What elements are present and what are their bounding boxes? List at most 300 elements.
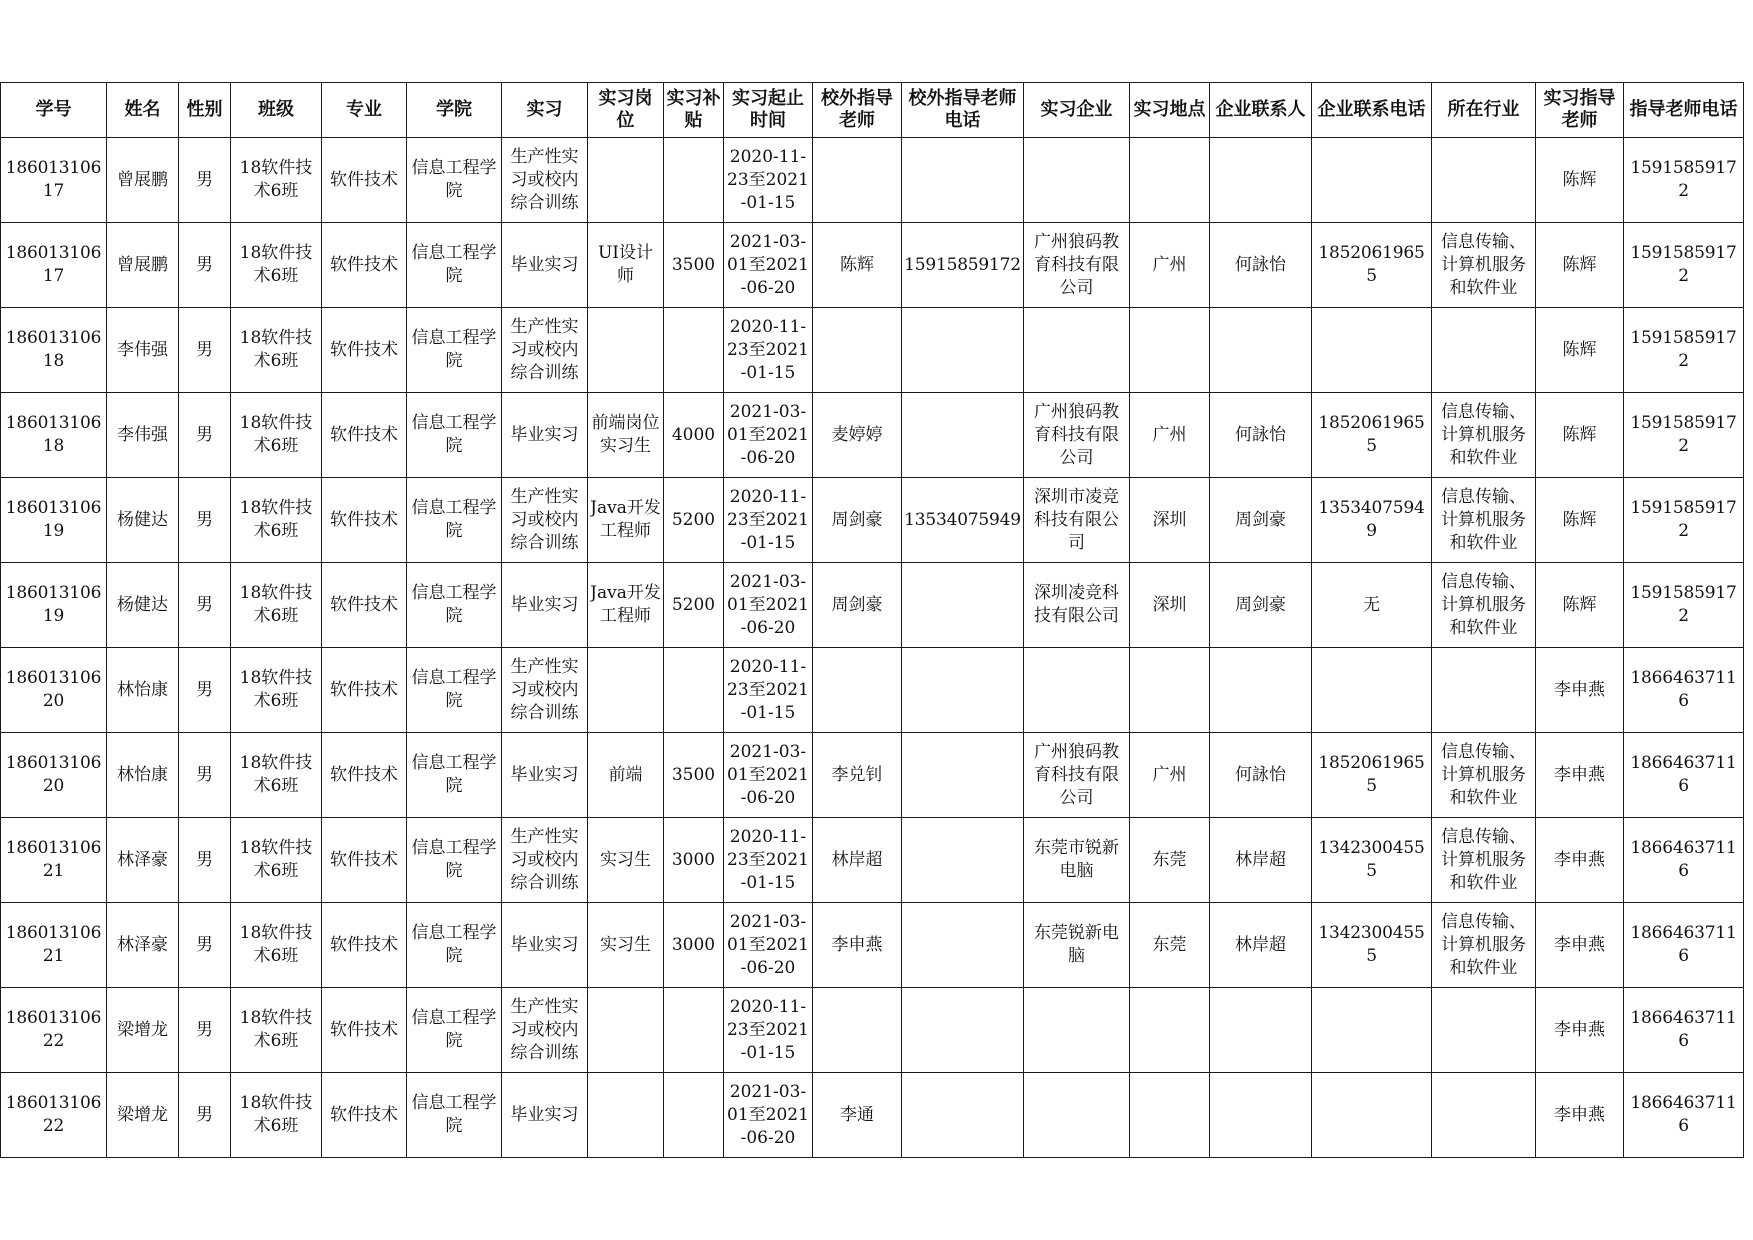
cell-text: 实习生 [600, 849, 651, 870]
cell-text: 13534075949 [1318, 498, 1425, 541]
cell-text: 5200 [671, 594, 716, 615]
cell-text: 18664637116 [1630, 923, 1737, 966]
cell-text: 2020-11-23至2021-01-15 [727, 826, 809, 893]
cell-company-phone [1312, 563, 1432, 648]
cell-external-mentor [813, 988, 902, 1073]
cell-supervisor [1536, 733, 1624, 818]
cell-location [1130, 988, 1210, 1073]
cell-gender [179, 138, 231, 223]
cell-supervisor [1536, 988, 1624, 1073]
cell-major [322, 223, 407, 308]
cell-text: 男 [196, 934, 213, 955]
cell-period [724, 223, 813, 308]
cell-text: 18520619655 [1318, 413, 1425, 456]
cell-text: 15915859172 [904, 254, 1021, 275]
cell-text: 实习生 [600, 934, 651, 955]
cell-text: 林岸超 [831, 849, 883, 870]
table-row [1, 393, 1744, 478]
cell-position [588, 223, 664, 308]
cell-company-contact [1210, 1073, 1312, 1158]
cell-internship [502, 648, 588, 733]
cell-text: 周剑豪 [1235, 509, 1286, 530]
cell-text: 梁增龙 [117, 1019, 168, 1040]
cell-subsidy [664, 223, 724, 308]
cell-text: 18软件技术6班 [239, 1093, 313, 1136]
cell-text: 2021-03-01至2021-06-20 [727, 571, 809, 638]
cell-subsidy [664, 478, 724, 563]
cell-college [407, 308, 502, 393]
col-header-company: 实习企业 [1024, 83, 1130, 138]
cell-text: 无 [1363, 594, 1380, 615]
cell-text: 李申燕 [1554, 764, 1605, 785]
cell-text: 15915859172 [1630, 328, 1737, 371]
cell-text: 广州 [1152, 254, 1187, 275]
cell-text: 男 [196, 1019, 213, 1040]
cell-text: 3000 [671, 934, 716, 955]
cell-text: 信息工程学院 [411, 1093, 497, 1136]
cell-name [107, 988, 179, 1073]
cell-text: 18664637116 [1630, 753, 1737, 796]
cell-student-id [1, 308, 107, 393]
cell-text: 生产性实习或校内综合训练 [510, 486, 579, 553]
cell-text: 5200 [671, 509, 716, 530]
cell-supervisor-phone [1624, 478, 1744, 563]
cell-location [1130, 393, 1210, 478]
cell-text: 18601310621 [5, 838, 102, 881]
cell-text: 信息传输、计算机服务和软件业 [1441, 741, 1526, 808]
cell-major [322, 1073, 407, 1158]
cell-class [231, 223, 322, 308]
cell-text: UI设计师 [597, 243, 654, 286]
cell-text: 信息传输、计算机服务和软件业 [1441, 911, 1526, 978]
cell-text: 13423004555 [1318, 923, 1425, 966]
cell-text: 深圳 [1152, 509, 1187, 530]
cell-text: Java开发工程师 [590, 498, 661, 541]
cell-supervisor [1536, 1073, 1624, 1158]
cell-college [407, 818, 502, 903]
cell-text: 18664637116 [1630, 1093, 1737, 1136]
cell-major [322, 138, 407, 223]
cell-location [1130, 478, 1210, 563]
cell-position [588, 733, 664, 818]
cell-company-contact [1210, 393, 1312, 478]
cell-text: 2020-11-23至2021-01-15 [727, 656, 809, 723]
cell-text: 18软件技术6班 [239, 838, 313, 881]
cell-text: 周剑豪 [1235, 594, 1286, 615]
cell-text: 18601310619 [5, 583, 102, 626]
cell-text: 男 [196, 424, 213, 445]
cell-company [1024, 223, 1130, 308]
cell-name [107, 903, 179, 988]
cell-position [588, 1073, 664, 1158]
cell-company-contact [1210, 733, 1312, 818]
cell-text: 信息工程学院 [411, 838, 497, 881]
cell-text: 生产性实习或校内综合训练 [510, 316, 579, 383]
cell-company-phone [1312, 818, 1432, 903]
cell-internship [502, 903, 588, 988]
cell-student-id [1, 733, 107, 818]
cell-text: 15915859172 [1630, 243, 1737, 286]
cell-industry [1432, 648, 1536, 733]
cell-company [1024, 1073, 1130, 1158]
cell-text: 生产性实习或校内综合训练 [510, 826, 579, 893]
cell-text: 广州 [1152, 764, 1187, 785]
cell-text: 李申燕 [831, 934, 883, 955]
cell-company-phone [1312, 138, 1432, 223]
cell-company-phone [1312, 648, 1432, 733]
cell-major [322, 478, 407, 563]
cell-company-contact [1210, 648, 1312, 733]
col-header-supervisor-phone: 指导老师电话 [1624, 83, 1744, 138]
cell-industry [1432, 988, 1536, 1073]
cell-text: 18601310622 [5, 1008, 102, 1051]
cell-text: 2020-11-23至2021-01-15 [727, 316, 809, 383]
cell-external-mentor-phone [902, 308, 1024, 393]
cell-name [107, 223, 179, 308]
cell-text: 2020-11-23至2021-01-15 [727, 146, 809, 213]
cell-external-mentor [813, 223, 902, 308]
cell-industry [1432, 818, 1536, 903]
cell-text: 生产性实习或校内综合训练 [510, 146, 579, 213]
cell-supervisor-phone [1624, 223, 1744, 308]
table-row [1, 308, 1744, 393]
cell-text: 18601310617 [5, 158, 102, 201]
cell-text: 15915859172 [1630, 498, 1737, 541]
cell-text: 毕业实习 [510, 594, 579, 615]
cell-position [588, 138, 664, 223]
table-row [1, 648, 1744, 733]
col-header-external-mentor-phone: 校外指导老师电话 [902, 83, 1024, 138]
cell-position [588, 818, 664, 903]
cell-text: 18601310618 [5, 413, 102, 456]
cell-external-mentor [813, 733, 902, 818]
cell-text: 18664637116 [1630, 1008, 1737, 1051]
cell-supervisor-phone [1624, 988, 1744, 1073]
cell-text: 信息工程学院 [411, 243, 497, 286]
cell-text: 软件技术 [330, 849, 398, 870]
cell-college [407, 988, 502, 1073]
cell-text: 2021-03-01至2021-06-20 [727, 911, 809, 978]
cell-period [724, 563, 813, 648]
cell-text: 3000 [671, 849, 716, 870]
cell-gender [179, 393, 231, 478]
cell-student-id [1, 138, 107, 223]
cell-company-contact [1210, 818, 1312, 903]
cell-text: 2021-03-01至2021-06-20 [727, 401, 809, 468]
cell-external-mentor [813, 648, 902, 733]
cell-text: 信息传输、计算机服务和软件业 [1441, 401, 1526, 468]
cell-internship [502, 393, 588, 478]
cell-supervisor-phone [1624, 308, 1744, 393]
cell-text: 信息工程学院 [411, 1008, 497, 1051]
cell-external-mentor [813, 138, 902, 223]
cell-text: 男 [196, 339, 213, 360]
cell-college [407, 903, 502, 988]
cell-text: 广州狼码教育科技有限公司 [1034, 741, 1119, 808]
cell-text: 18520619655 [1318, 753, 1425, 796]
cell-college [407, 733, 502, 818]
cell-text: 18软件技术6班 [239, 923, 313, 966]
cell-text: 东莞市锐新电脑 [1034, 838, 1119, 881]
cell-name [107, 563, 179, 648]
cell-external-mentor [813, 1073, 902, 1158]
cell-subsidy [664, 563, 724, 648]
cell-gender [179, 818, 231, 903]
cell-major [322, 308, 407, 393]
cell-company-phone [1312, 478, 1432, 563]
cell-company-phone [1312, 733, 1432, 818]
cell-class [231, 563, 322, 648]
cell-text: 男 [196, 509, 213, 530]
cell-text: 周剑豪 [831, 509, 883, 530]
cell-external-mentor [813, 903, 902, 988]
cell-text: 18664637116 [1630, 668, 1737, 711]
cell-text: 软件技术 [330, 339, 398, 360]
cell-text: 18601310620 [5, 668, 102, 711]
col-header-internship: 实习 [502, 83, 588, 138]
cell-text: 麦婷婷 [831, 424, 883, 445]
cell-name [107, 138, 179, 223]
cell-text: 18软件技术6班 [239, 583, 313, 626]
cell-text: 信息工程学院 [411, 328, 497, 371]
cell-major [322, 393, 407, 478]
cell-text: 18软件技术6班 [239, 328, 313, 371]
cell-internship [502, 223, 588, 308]
col-header-major: 专业 [322, 83, 407, 138]
cell-external-mentor-phone [902, 648, 1024, 733]
cell-subsidy [664, 648, 724, 733]
cell-student-id [1, 988, 107, 1073]
cell-text: 广州 [1152, 424, 1187, 445]
cell-text: 李通 [840, 1104, 874, 1125]
col-header-company-phone: 企业联系电话 [1312, 83, 1432, 138]
cell-class [231, 988, 322, 1073]
cell-supervisor-phone [1624, 648, 1744, 733]
cell-text: 信息工程学院 [411, 668, 497, 711]
cell-text: 曾展鹏 [117, 169, 168, 190]
cell-company [1024, 818, 1130, 903]
cell-text: 2020-11-23至2021-01-15 [727, 996, 809, 1063]
cell-industry [1432, 733, 1536, 818]
cell-text: 18软件技术6班 [239, 668, 313, 711]
cell-supervisor-phone [1624, 138, 1744, 223]
cell-supervisor [1536, 563, 1624, 648]
cell-text: 15915859172 [1630, 413, 1737, 456]
cell-text: 软件技术 [330, 254, 398, 275]
cell-college [407, 563, 502, 648]
cell-text: Java开发工程师 [590, 583, 661, 626]
table-row [1, 733, 1744, 818]
cell-location [1130, 223, 1210, 308]
cell-company-phone [1312, 393, 1432, 478]
cell-text: 信息工程学院 [411, 498, 497, 541]
cell-period [724, 393, 813, 478]
cell-text: 广州狼码教育科技有限公司 [1034, 231, 1119, 298]
cell-text: 毕业实习 [510, 934, 579, 955]
cell-subsidy [664, 393, 724, 478]
cell-text: 3500 [671, 254, 716, 275]
table-row [1, 988, 1744, 1073]
cell-supervisor-phone [1624, 733, 1744, 818]
cell-text: 男 [196, 594, 213, 615]
cell-text: 信息工程学院 [411, 753, 497, 796]
cell-internship [502, 818, 588, 903]
cell-class [231, 648, 322, 733]
cell-text: 信息工程学院 [411, 158, 497, 201]
cell-gender [179, 648, 231, 733]
cell-location [1130, 1073, 1210, 1158]
cell-text: 18520619655 [1318, 243, 1425, 286]
cell-text: 李申燕 [1554, 934, 1605, 955]
cell-text: 前端岗位实习生 [591, 413, 660, 456]
cell-company-contact [1210, 563, 1312, 648]
cell-text: 18601310621 [5, 923, 102, 966]
cell-external-mentor-phone [902, 478, 1024, 563]
cell-major [322, 648, 407, 733]
cell-position [588, 988, 664, 1073]
cell-text: 2020-11-23至2021-01-15 [727, 486, 809, 553]
cell-gender [179, 223, 231, 308]
table-row [1, 223, 1744, 308]
cell-company-phone [1312, 988, 1432, 1073]
cell-supervisor [1536, 818, 1624, 903]
cell-text: 林怡康 [117, 764, 168, 785]
cell-company [1024, 138, 1130, 223]
internship-table [0, 82, 1744, 1158]
cell-text: 陈辉 [1562, 169, 1597, 190]
table-row [1, 138, 1744, 223]
col-header-external-mentor: 校外指导老师 [813, 83, 902, 138]
cell-class [231, 308, 322, 393]
cell-position [588, 478, 664, 563]
cell-text: 毕业实习 [510, 254, 579, 275]
cell-class [231, 1073, 322, 1158]
cell-text: 生产性实习或校内综合训练 [510, 996, 579, 1063]
cell-text: 何詠怡 [1235, 764, 1286, 785]
cell-text: 林岸超 [1235, 849, 1286, 870]
cell-location [1130, 308, 1210, 393]
cell-supervisor [1536, 648, 1624, 733]
cell-gender [179, 1073, 231, 1158]
cell-student-id [1, 1073, 107, 1158]
cell-company [1024, 733, 1130, 818]
cell-text: 信息传输、计算机服务和软件业 [1441, 231, 1526, 298]
cell-name [107, 733, 179, 818]
cell-text: 15915859172 [1630, 583, 1737, 626]
cell-location [1130, 648, 1210, 733]
cell-name [107, 393, 179, 478]
table-body [1, 138, 1744, 1158]
cell-college [407, 393, 502, 478]
cell-period [724, 988, 813, 1073]
cell-period [724, 648, 813, 733]
cell-text: 林泽豪 [117, 849, 168, 870]
cell-text: 18软件技术6班 [239, 243, 313, 286]
cell-period [724, 733, 813, 818]
cell-text: 18软件技术6班 [239, 1008, 313, 1051]
cell-text: 男 [196, 1104, 213, 1125]
cell-major [322, 733, 407, 818]
cell-external-mentor-phone [902, 1073, 1024, 1158]
cell-company [1024, 393, 1130, 478]
cell-company-phone [1312, 1073, 1432, 1158]
cell-text: 毕业实习 [510, 1104, 579, 1125]
cell-text: 陈辉 [1562, 424, 1597, 445]
cell-name [107, 1073, 179, 1158]
cell-text: 曾展鹏 [117, 254, 168, 275]
cell-gender [179, 903, 231, 988]
cell-college [407, 648, 502, 733]
cell-text: 软件技术 [330, 424, 398, 445]
cell-college [407, 478, 502, 563]
col-header-student-id: 学号 [1, 83, 107, 138]
cell-subsidy [664, 903, 724, 988]
col-header-location: 实习地点 [1130, 83, 1210, 138]
cell-text: 15915859172 [1630, 158, 1737, 201]
cell-text: 陈辉 [1562, 339, 1597, 360]
cell-external-mentor-phone [902, 393, 1024, 478]
cell-class [231, 818, 322, 903]
cell-external-mentor [813, 308, 902, 393]
cell-supervisor-phone [1624, 393, 1744, 478]
cell-company-contact [1210, 988, 1312, 1073]
table-row [1, 818, 1744, 903]
cell-student-id [1, 393, 107, 478]
cell-major [322, 563, 407, 648]
cell-company-phone [1312, 223, 1432, 308]
cell-class [231, 733, 322, 818]
cell-location [1130, 563, 1210, 648]
cell-subsidy [664, 818, 724, 903]
cell-industry [1432, 308, 1536, 393]
cell-text: 深圳 [1152, 594, 1187, 615]
cell-text: 林怡康 [117, 679, 168, 700]
cell-internship [502, 988, 588, 1073]
cell-text: 18软件技术6班 [239, 753, 313, 796]
cell-subsidy [664, 1073, 724, 1158]
cell-subsidy [664, 308, 724, 393]
cell-period [724, 818, 813, 903]
cell-text: 2021-03-01至2021-06-20 [727, 1081, 809, 1148]
cell-text: 信息工程学院 [411, 413, 497, 456]
cell-text: 男 [196, 679, 213, 700]
cell-text: 东莞锐新电脑 [1034, 923, 1119, 966]
cell-gender [179, 478, 231, 563]
cell-text: 林岸超 [1235, 934, 1286, 955]
cell-period [724, 903, 813, 988]
cell-gender [179, 308, 231, 393]
cell-student-id [1, 818, 107, 903]
cell-student-id [1, 478, 107, 563]
header-row [1, 83, 1744, 138]
cell-text: 4000 [671, 424, 716, 445]
cell-text: 李申燕 [1554, 1104, 1605, 1125]
cell-supervisor-phone [1624, 903, 1744, 988]
cell-text: 2021-03-01至2021-06-20 [727, 231, 809, 298]
cell-period [724, 478, 813, 563]
cell-location [1130, 903, 1210, 988]
spreadsheet-page [0, 82, 1744, 1158]
cell-text: 李申燕 [1554, 1019, 1605, 1040]
cell-text: 18软件技术6班 [239, 158, 313, 201]
cell-text: 陈辉 [1562, 594, 1597, 615]
cell-student-id [1, 563, 107, 648]
cell-text: 2021-03-01至2021-06-20 [727, 741, 809, 808]
cell-period [724, 308, 813, 393]
cell-company-phone [1312, 308, 1432, 393]
cell-text: 李伟强 [117, 424, 168, 445]
cell-name [107, 478, 179, 563]
